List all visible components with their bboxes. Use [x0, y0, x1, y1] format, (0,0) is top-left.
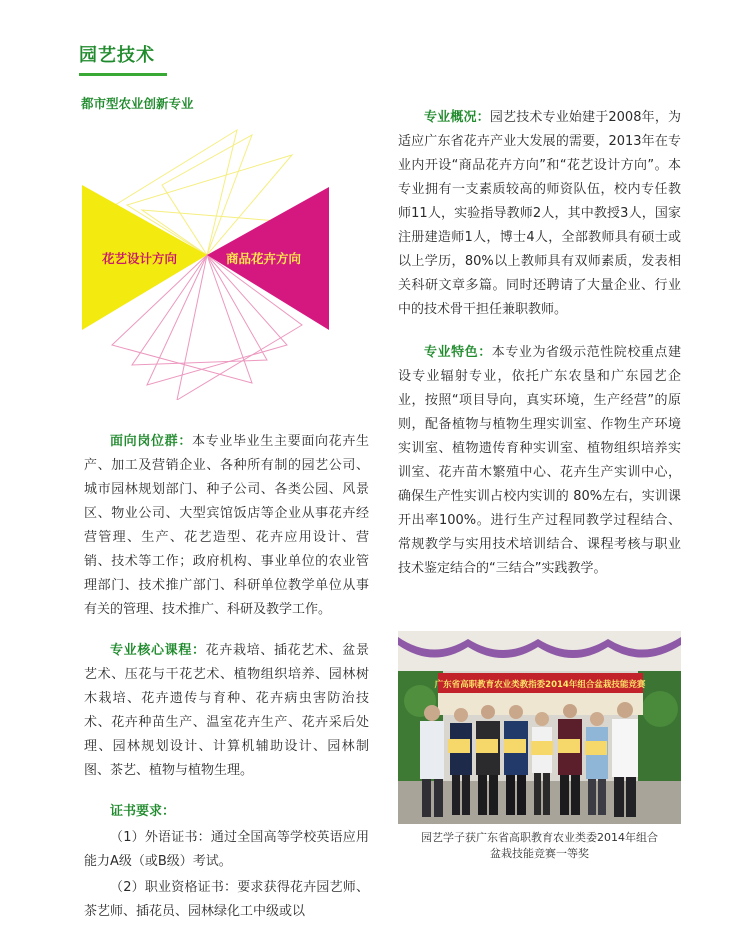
cert-heading: 证书要求： [110, 804, 176, 819]
page-title-block [79, 41, 167, 76]
courses-paragraph [84, 639, 369, 783]
overview-heading: 专业概况： [424, 110, 490, 125]
jobs-text: 本专业毕业生主要面向花卉生产、加工及营销企业、各种所有制的园艺公司、城市园林规划部门、种子公司、各类公园、风景区、物业公司、大型宾馆饭店等企业从事花卉经营管理、生产、花艺造型、花卉应用设计、营销、技术等工作；政府机构、事业单位的农业管理部门、技术推广部门、科研单位教学单位从事有关的管理、技术推广、科研及教学工作。 [84, 434, 369, 617]
direction-diagram [82, 115, 382, 400]
overview-text: 园艺技术专业始建于2008年，为适应广东省花卉产业大发展的需要，2013年在专业内开设“商品花卉方向”和“花艺设计方向”。本专业拥有一支素质较高的师资队伍，校内专任教师11人，实验指导教师2人，其中教授3人，国家注册建造师1人，博士4人，全部教师具有硕士或以上学历，80%以上教师具有双师素质，发表相关科研文章多篇。同时还聘请了大量企业、行业中的技术骨干担任兼职教师。 [398, 110, 681, 317]
feature-heading: 专业特色： [424, 345, 492, 360]
feature-text: 本专业为省级示范性院校重点建设专业辐射专业，依托广东农垦和广东园艺企业，按照“项目导向，真实环境，生产经营”的原则，配备植物与植物生理实训室、作物生产环境实训室、植物遗传育种实训室、植物组织培养实训室、花卉苗木繁殖中心、花卉生产实训中心，确保生产性实训占校内实训的 80%左右，实训课开出率100%。进行生产过程同教学过程结合、常规教学与实用技术培训结合、课程考核与职业技术鉴定结合的“三结合”实践教学。 [398, 345, 681, 576]
feature-paragraph [398, 341, 681, 581]
diagram-left-label: 花艺设计方向 [102, 251, 178, 266]
diagram-right-label: 商品花卉方向 [226, 251, 302, 266]
title-underline [79, 73, 167, 76]
jobs-paragraph [84, 430, 369, 622]
award-photo [398, 631, 681, 824]
cert-item-2: （2）职业资格证书：要求获得花卉园艺师、茶艺师、插花员、园林绿化工中级或以 [84, 880, 369, 919]
courses-heading: 专业核心课程： [110, 643, 206, 658]
photo-caption [398, 830, 681, 862]
cert-item-1: （1）外语证书：通过全国高等学校英语应用能力A级（或B级）考试。 [84, 830, 369, 869]
photo-caption-line-2: 盆栽技能竞赛一等奖 [490, 847, 589, 860]
jobs-heading: 面向岗位群： [110, 434, 192, 449]
page-title: 园艺技术 [79, 45, 155, 66]
award-photo-illustration [398, 631, 681, 824]
courses-text: 花卉栽培、插花艺术、盆景艺术、压花与干花艺术、植物组织培养、园林树木栽培、花卉遗传与育种、花卉病虫害防治技术、花卉种苗生产、温室花卉生产、花卉采后处理、园林规划设计、计算机辅助设计、园林制图、茶艺、植物与植物生理。 [84, 643, 369, 778]
cert-heading-line [84, 800, 369, 824]
photo-banner-text: 广东省高职教育农业类教指委2014年组合盆栽技能竞赛 [434, 680, 646, 690]
photo-caption-line-1: 园艺学子获广东省高职教育农业类委2014年组合 [421, 831, 658, 844]
page-subtitle: 都市型农业创新专业 [81, 96, 194, 111]
overview-paragraph [398, 106, 681, 322]
